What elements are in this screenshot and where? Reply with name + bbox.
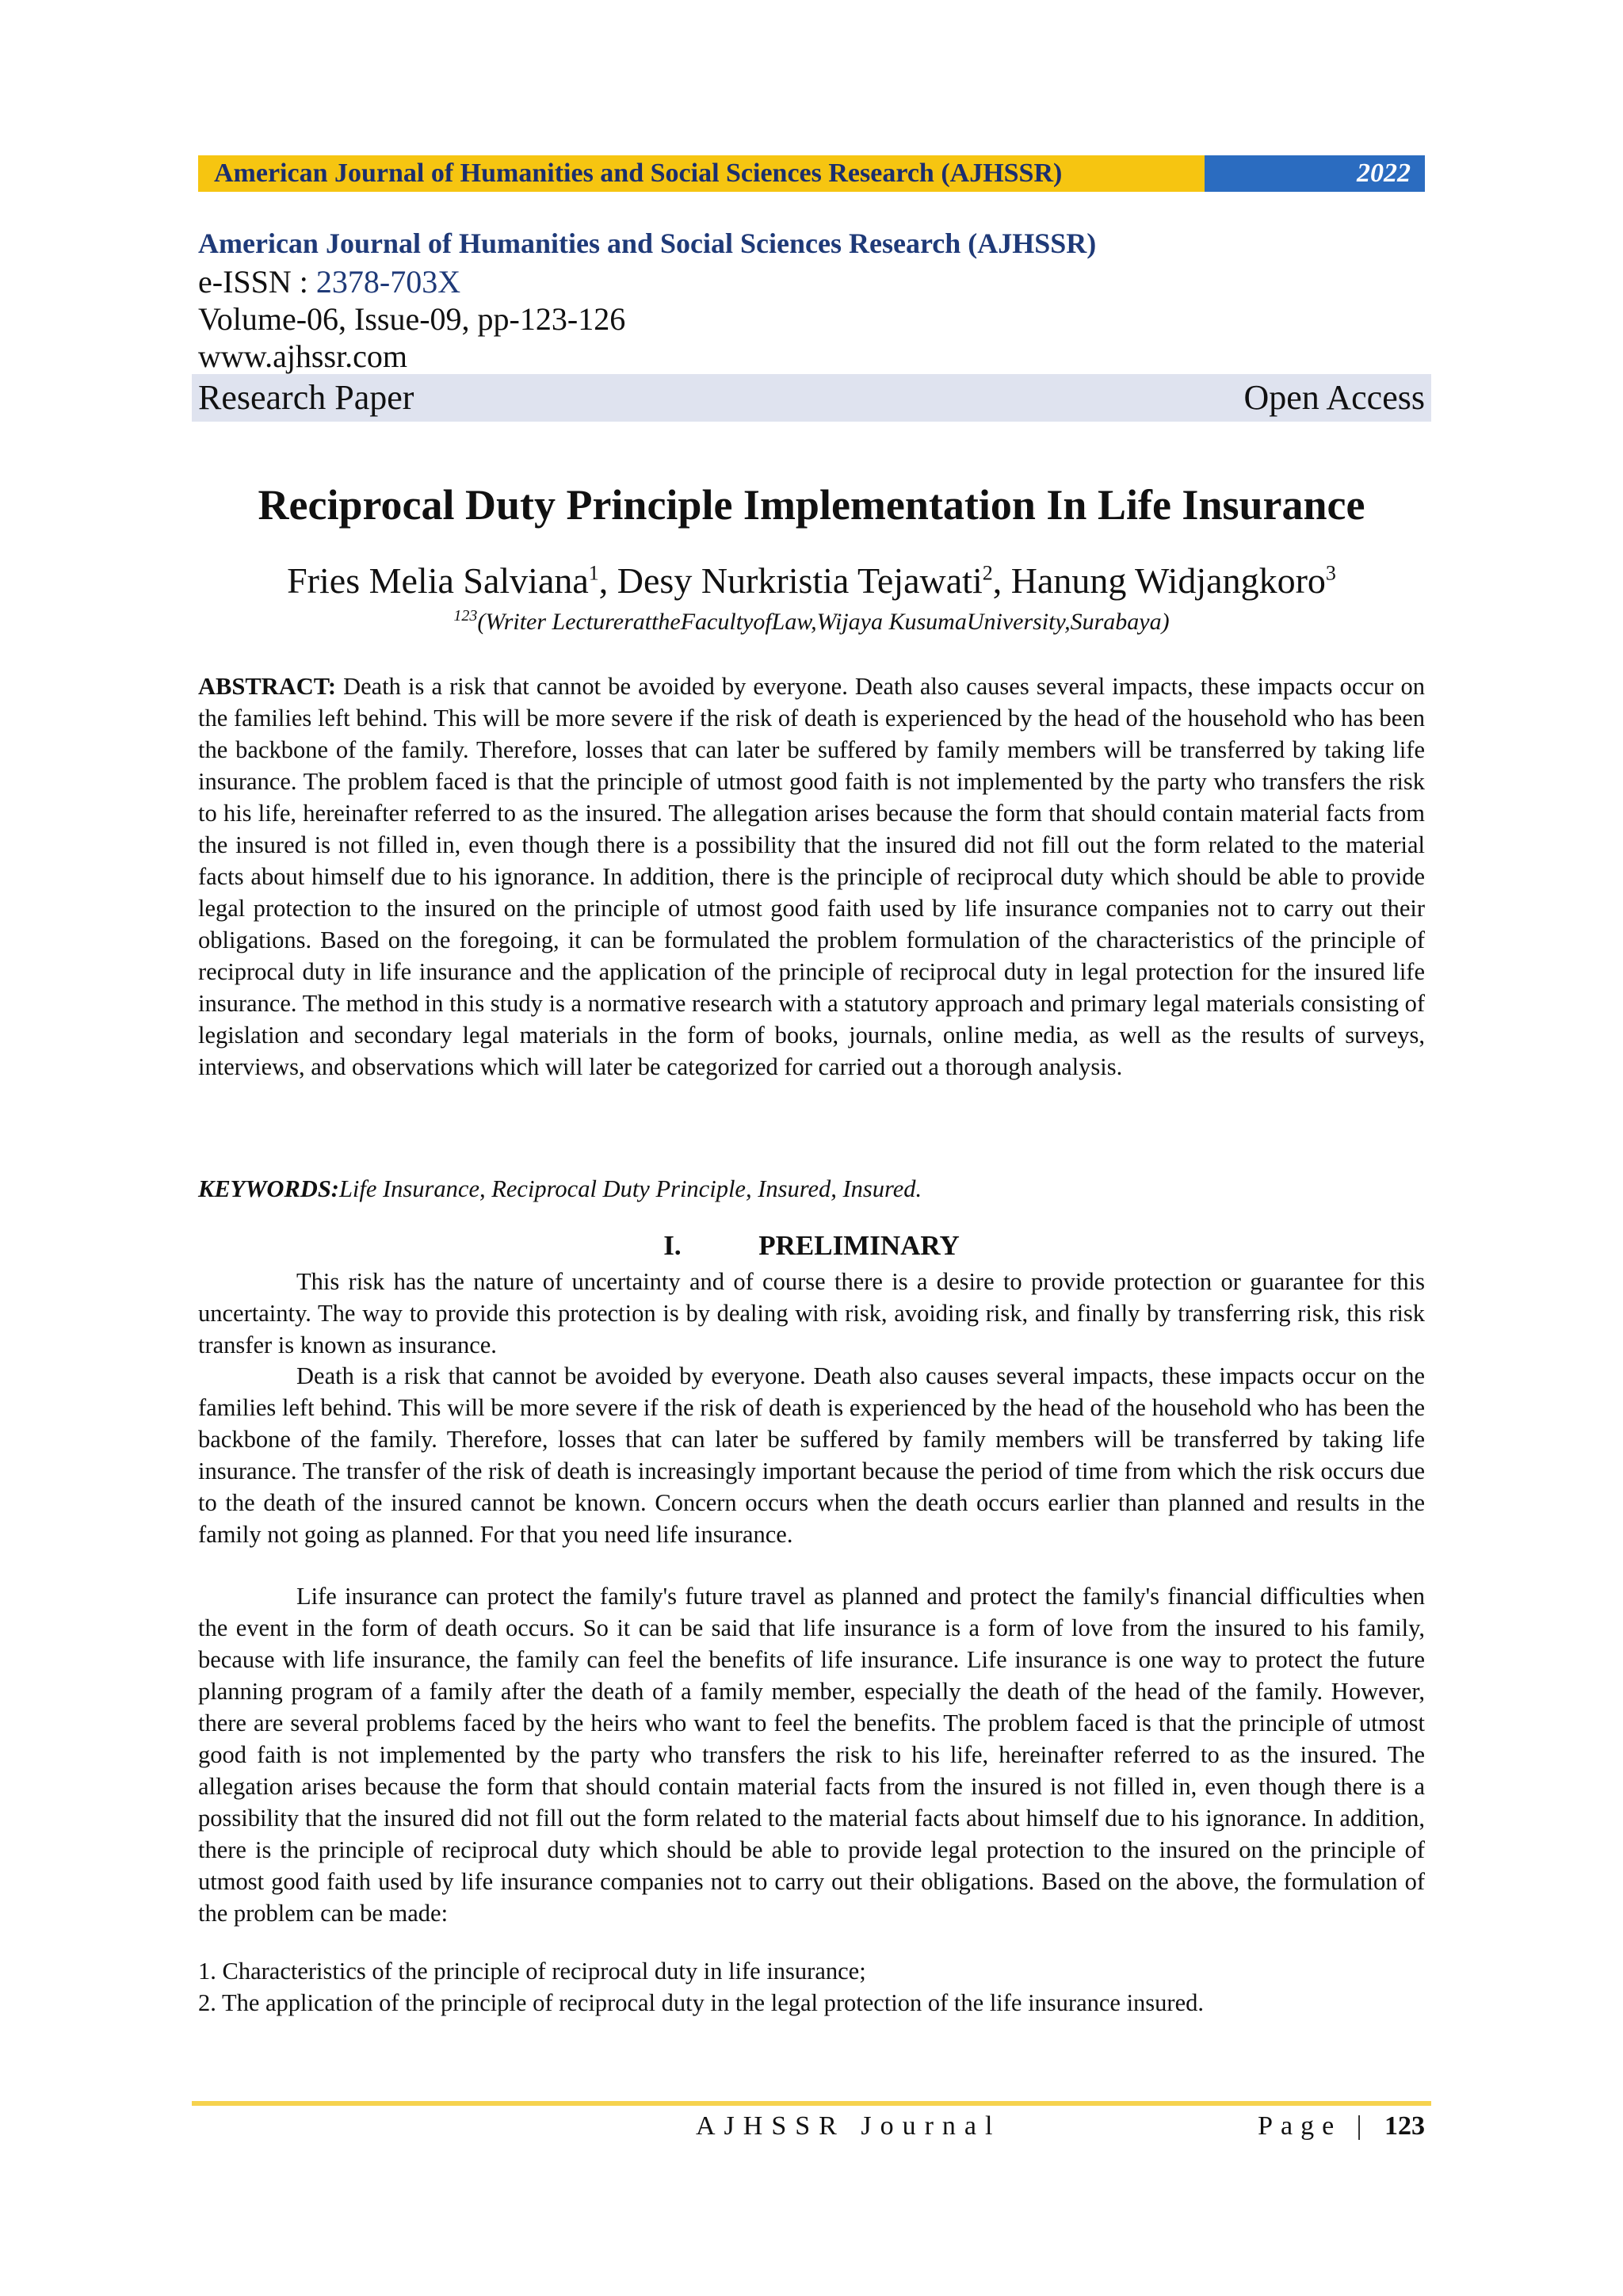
- banner-journal-title: American Journal of Humanities and Social Sciences Research (AJHSSR): [214, 159, 1063, 188]
- author-sup: 3: [1325, 561, 1336, 585]
- affiliation-text: (Writer LecturerattheFacultyofLaw,Wijaya KusumaUniversity,Surabaya): [477, 609, 1170, 635]
- list-item: 1. Characteristics of the principle of reciprocal duty in life insurance;: [198, 1958, 866, 1985]
- footer-journal: AJHSSR Journal: [696, 2111, 1002, 2141]
- open-access-label: Open Access: [1243, 378, 1425, 417]
- journal-name: American Journal of Humanities and Social Sciences Research (AJHSSR): [198, 227, 1097, 259]
- author-name: Desy Nurkristia Tejawati: [617, 560, 983, 601]
- abstract: [198, 670, 1425, 1083]
- affiliation-sup: 123: [453, 607, 478, 625]
- abstract-label: ABSTRACT:: [198, 673, 336, 700]
- section-heading: [0, 1230, 1623, 1262]
- body-paragraph: Death is a risk that cannot be avoided by everyone. Death also causes several impacts, these impacts occur on the families left behind. This will be more severe if the risk of death is experienced by the head of the household who has been the backbone of the family. Therefore, losses that can later be suffered by family members will be transferred by taking life insurance. The transfer of the risk of death is increasingly important because the period of time from which the risk occurs due to the death of the insured cannot be known. Concern occurs when the death occurs earlier than planned and results in the family not going as planned. For that you need life insurance.: [198, 1362, 1425, 1548]
- author-sup: 2: [982, 561, 993, 585]
- page-number: 123: [1384, 2111, 1425, 2141]
- section-title: PRELIMINARY: [758, 1230, 960, 1261]
- body-paragraph: This risk has the nature of uncertainty and of course there is a desire to provide protection or guarantee for this uncertainty. The way to provide this protection is by dealing with risk, avoiding risk, and finally by transferring risk, this risk transfer is known as insurance.: [198, 1268, 1425, 1358]
- affiliation: [0, 607, 1623, 636]
- issn-label: e-ISSN :: [198, 264, 316, 300]
- issn-line: [198, 263, 460, 300]
- issn-value: 2378-703X: [315, 264, 461, 300]
- journal-banner: [198, 155, 1425, 192]
- list-item: 2. The application of the principle of reciprocal duty in the legal protection of the life insurance insured.: [198, 1989, 1204, 2016]
- abstract-text: Death is a risk that cannot be avoided by everyone. Death also causes several impacts, these impacts occur on the families left behind. This will be more severe if the risk of death is experienced by the head of the household who has been the backbone of the family. Therefore, losses that can later be suffered by family members will be transferred by taking life insurance. The problem faced is that the principle of utmost good faith is not implemented by the party who transfers the risk to his life, hereinafter referred to as the insured. The allegation arises because the form that should contain material facts from the insured is not filled in, even though there is a possibility that the insured did not fill out the form related to the material facts about himself due to his ignorance. In addition, there is the principle of reciprocal duty which should be able to provide legal protection to the insured on the principle of utmost good faith used by life insurance companies not to carry out their obligations. Based on the foregoing, it can be formulated the problem formulation of the characteristics of the principle of reciprocal duty in life insurance and the application of the principle of reciprocal duty in legal protection for the insured life insurance. The method in this study is a normative research with a statutory approach and primary legal materials consisting of legislation and secondary legal materials in the form of books, journals, online media, as well as the results of surveys, interviews, and observations which will later be categorized for carried out a thorough analysis.: [198, 673, 1425, 1080]
- author-name: Hanung Widjangkoro: [1010, 560, 1326, 601]
- paper-type: Research Paper: [198, 378, 414, 417]
- keywords-text: Life Insurance, Reciprocal Duty Principle, Insured, Insured.: [338, 1175, 922, 1202]
- volume-line: Volume-06, Issue-09, pp-123-126: [198, 301, 626, 337]
- page-label: Page |: [1258, 2111, 1384, 2141]
- author-list: Fries Melia Salviana$^1$, Desy Nurkristia Tejawati$^2$, Hanung Widjangkoro$^3$: [287, 560, 1336, 601]
- body-paragraph: Life insurance can protect the family's future travel as planned and protect the family's financial difficulties when the event in the form of death occurs. So it can be said that life insurance is a form of love from the insured to his family, because with life insurance, the family can feel the benefits of life insurance. Life insurance is one way to protect the future planning program of a family after the death of a family member, especially the death of the head of the family. However, there are several problems faced by the heirs who want to feel the benefits. The problem faced is that the principle of utmost good faith is not implemented by the party who transfers the risk to his life, hereinafter referred to as the insured. The allegation arises because the form that should contain material facts from the insured is not filled in, even though there is a possibility that the insured did not fill out the form related to the material facts about himself due to his ignorance. In addition, there is the principle of reciprocal duty which should be able to provide legal protection to the insured on the principle of utmost good faith used by life insurance companies not to carry out their obligations. Based on the above, the formulation of the problem can be made:: [198, 1583, 1425, 1927]
- author-name: Fries Melia Salviana: [287, 560, 589, 601]
- keywords-label: KEYWORDS:: [198, 1175, 339, 1202]
- banner-year: 2022: [1357, 159, 1411, 188]
- website-link[interactable]: www.ajhssr.com: [198, 338, 408, 374]
- footer-page: [1258, 2111, 1425, 2141]
- footer-rule: [192, 2101, 1431, 2106]
- author-sup: 1: [588, 561, 599, 585]
- article-title: Reciprocal Duty Principle Implementation In Life Insurance: [258, 481, 1365, 529]
- section-number: I.: [663, 1230, 682, 1261]
- keywords: [198, 1173, 1425, 1205]
